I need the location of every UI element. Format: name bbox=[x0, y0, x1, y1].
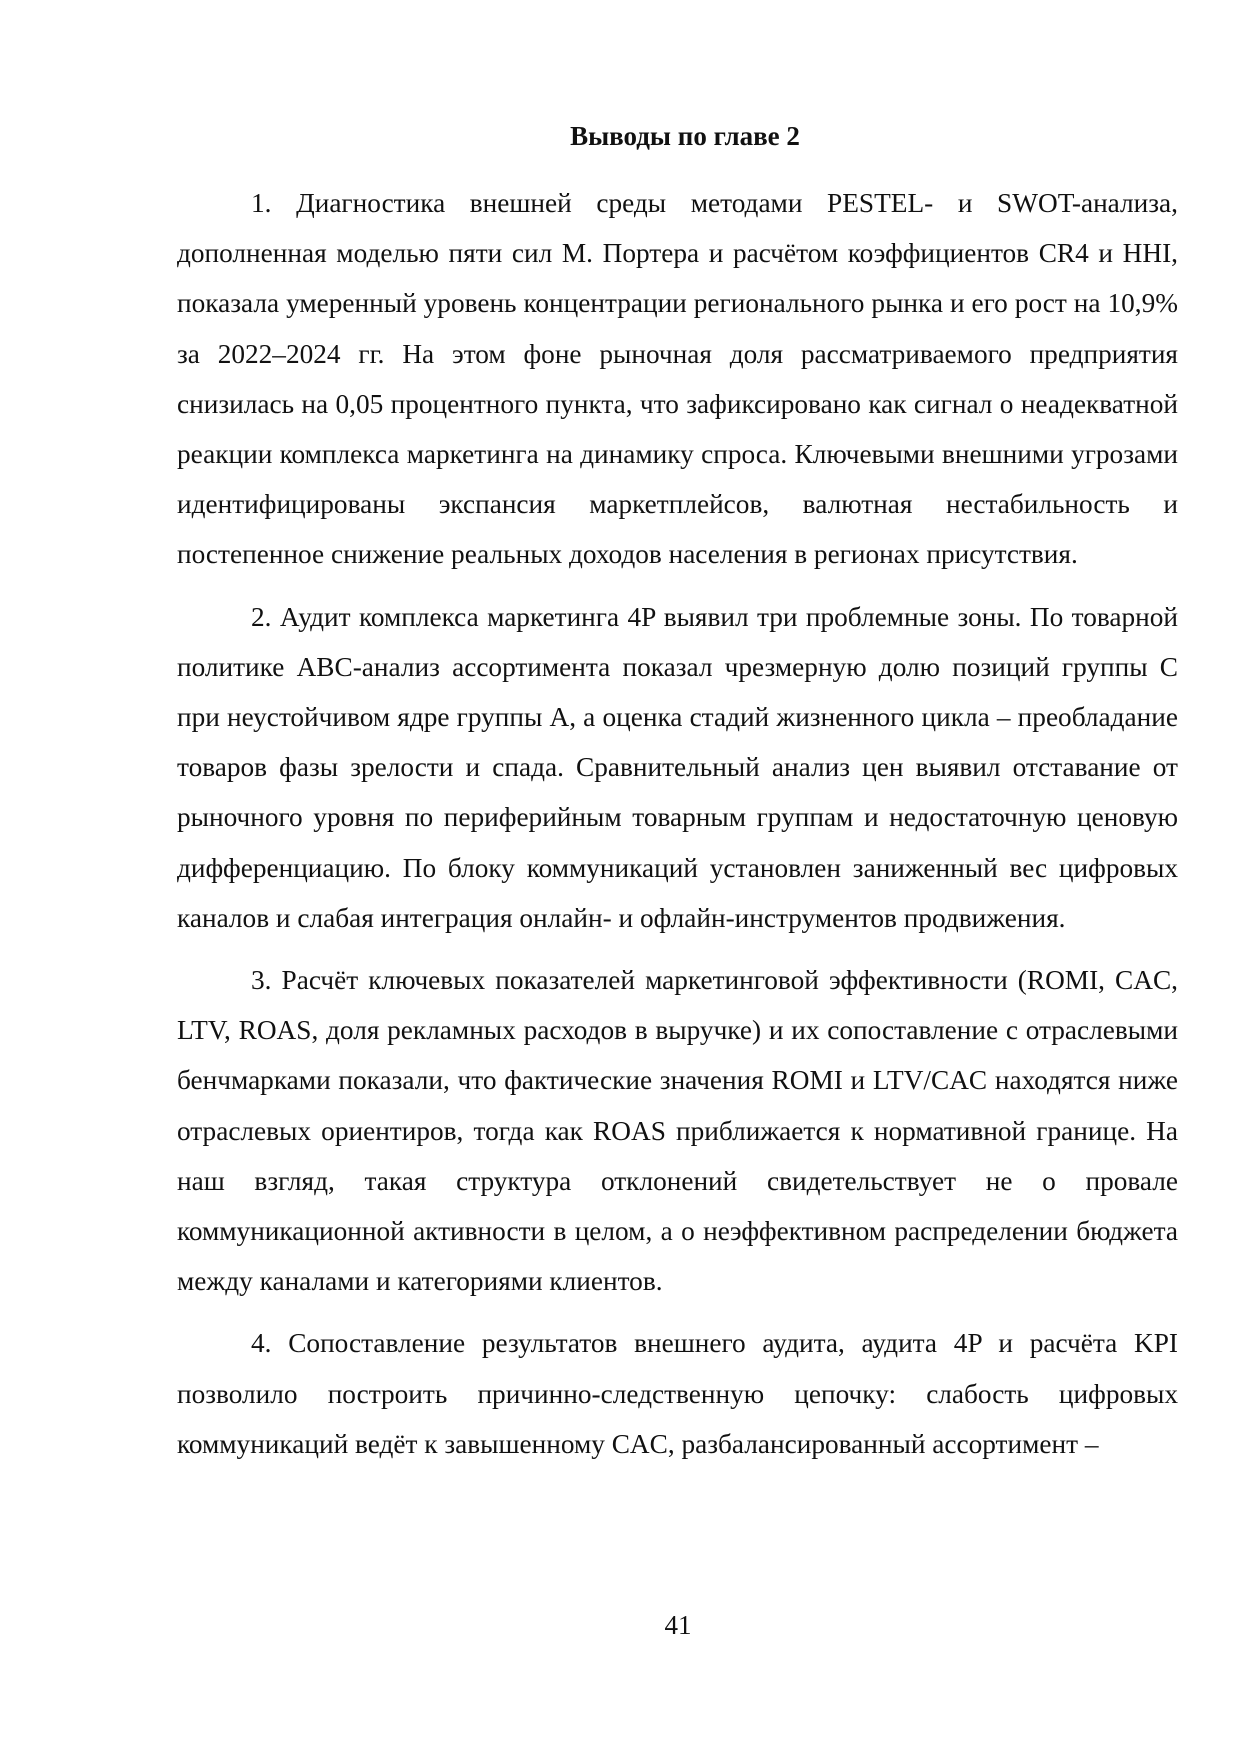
page-number: 41 bbox=[664, 1610, 692, 1640]
paragraph-3: 3. Расчёт ключевых показателей маркетинговой эффективности (ROMI, CAC, LTV, ROAS, доля рекламных расходов в выручке) и их сопоставление с отраслевыми бенчмарками показали, что фактические значения ROMI и LTV/CAC находятся ниже отраслевых ориентиров, тогда как ROAS приближается к нормативной границе. На наш взгляд, такая структура отклонений свидетельствует не о провале коммуникационной активности в целом, а о неэффективном распределении бюджета между каналами и категориями клиентов. bbox=[177, 965, 1178, 1297]
body-text bbox=[177, 178, 1178, 1481]
paragraph-1: 1. Диагностика внешней среды методами PESTEL- и SWOT-анализа, дополненная моделью пяти сил М. Портера и расчётом коэффициентов CR4 и HHI, показала умеренный уровень концентрации регионального рынка и его рост на 10,9% за 2022–2024 гг. На этом фоне рыночная доля рассматриваемого предприятия снизилась на 0,05 процентного пункта, что зафиксировано как сигнал о неадекватной реакции комплекса маркетинга на динамику спроса. Ключевыми внешними угрозами идентифицированы экспансия маркетплейсов, валютная нестабильность и постепенное снижение реальных доходов населения в регионах присутствия. bbox=[177, 188, 1178, 570]
chapter-conclusions-heading: Выводы по главе 2 bbox=[570, 121, 800, 151]
paragraph-4: 4. Сопоставление результатов внешнего аудита, аудита 4P и расчёта KPI позволило построить причинно-следственную цепочку: слабость цифровых коммуникаций ведёт к завышенному CAC, разбалансированный ассортимент – bbox=[177, 1328, 1178, 1459]
paragraph-2: 2. Аудит комплекса маркетинга 4P выявил три проблемные зоны. По товарной политике ABC-анализ ассортимента показал чрезмерную долю позиций группы C при неустойчивом ядре группы A, а оценка стадий жизненного цикла – преобладание товаров фазы зрелости и спада. Сравнительный анализ цен выявил отставание от рыночного уровня по периферийным товарным группам и недостаточную ценовую дифференциацию. По блоку коммуникаций установлен заниженный вес цифровых каналов и слабая интеграция онлайн- и офлайн-инструментов продвижения. bbox=[177, 601, 1178, 933]
